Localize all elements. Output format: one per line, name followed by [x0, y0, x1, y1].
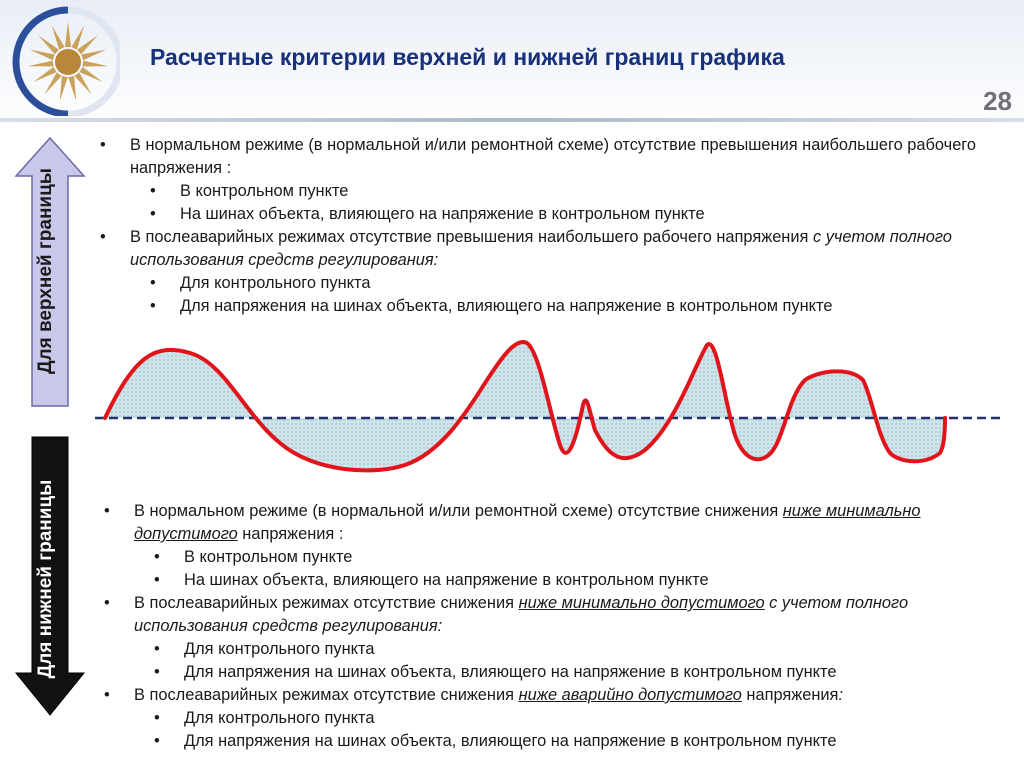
bullet-text: напряжения : — [237, 525, 344, 543]
slide-title: Расчетные критерии верхней и нижней границ графика — [150, 44, 785, 70]
bullet-item — [104, 707, 994, 730]
page-number: 28 — [983, 86, 1012, 116]
bullet-text: В послеаварийных режимах отсутствие превышения наибольшего рабочего напряжения — [130, 228, 813, 246]
bullet-text: На шинах объекта, влияющего на напряжение в контрольном пункте — [184, 571, 709, 589]
bullet-text: с учетом полного использования средств регулирования: — [134, 594, 909, 635]
bullet-item — [104, 730, 994, 753]
bullet-text: ниже минимально допустимого — [518, 594, 765, 612]
bullet-item — [100, 226, 980, 272]
bullet-text: напряжения — [741, 686, 839, 704]
header-divider — [0, 118, 1024, 122]
upper-criteria-list — [100, 134, 980, 318]
bullet-item — [104, 500, 994, 546]
lower-criteria-list — [104, 500, 994, 753]
bullet-text: ниже аварийно допустимого — [518, 686, 742, 704]
bullet-text: Для контрольного пункта — [180, 274, 371, 292]
lower-boundary-label: Для нижней границы — [35, 479, 56, 679]
bullet-item — [100, 295, 980, 318]
voltage-curve-diagram — [95, 335, 1010, 480]
bullet-text: : — [838, 686, 843, 704]
bullet-text: Для напряжения на шинах объекта, влияющего на напряжение в контрольном пункте — [184, 732, 837, 750]
bullet-item — [100, 180, 980, 203]
bullet-item — [100, 203, 980, 226]
bullet-item — [104, 592, 994, 638]
bullet-text: На шинах объекта, влияющего на напряжение в контрольном пункте — [180, 205, 705, 223]
bullet-item — [104, 546, 994, 569]
bullet-text: Для напряжения на шинах объекта, влияющего на напряжение в контрольном пункте — [180, 297, 833, 315]
bullet-item — [104, 569, 994, 592]
bullet-text: В нормальном режиме (в нормальной и/или ремонтной схеме) отсутствие превышения наибольшего рабочего напряжения : — [130, 136, 977, 177]
bullet-item — [104, 638, 994, 661]
bullet-text: В контрольном пункте — [180, 182, 349, 200]
bullet-text: с учетом полного использования средств регулирования: — [130, 228, 952, 269]
bullet-text: Для контрольного пункта — [184, 640, 375, 658]
bullet-text: ниже минимально допустимого — [134, 502, 921, 543]
bullet-text: В контрольном пункте — [184, 548, 353, 566]
bullet-item — [104, 661, 994, 684]
bullet-text: Для контрольного пункта — [184, 709, 375, 727]
bullet-text: В нормальном режиме (в нормальной и/или ремонтной схеме) отсутствие снижения — [134, 502, 783, 520]
bullet-item — [100, 134, 980, 180]
upper-boundary-label: Для верхней границы — [35, 167, 56, 375]
slide-header — [0, 0, 1024, 122]
bullet-item — [104, 684, 994, 707]
bullet-text: Для напряжения на шинах объекта, влияющего на напряжение в контрольном пункте — [184, 663, 837, 681]
company-logo-sun-icon — [10, 6, 120, 116]
bullet-text: В послеаварийных режимах отсутствие снижения — [134, 594, 519, 612]
bullet-item — [100, 272, 980, 295]
bullet-text: В послеаварийных режимах отсутствие снижения — [134, 686, 519, 704]
